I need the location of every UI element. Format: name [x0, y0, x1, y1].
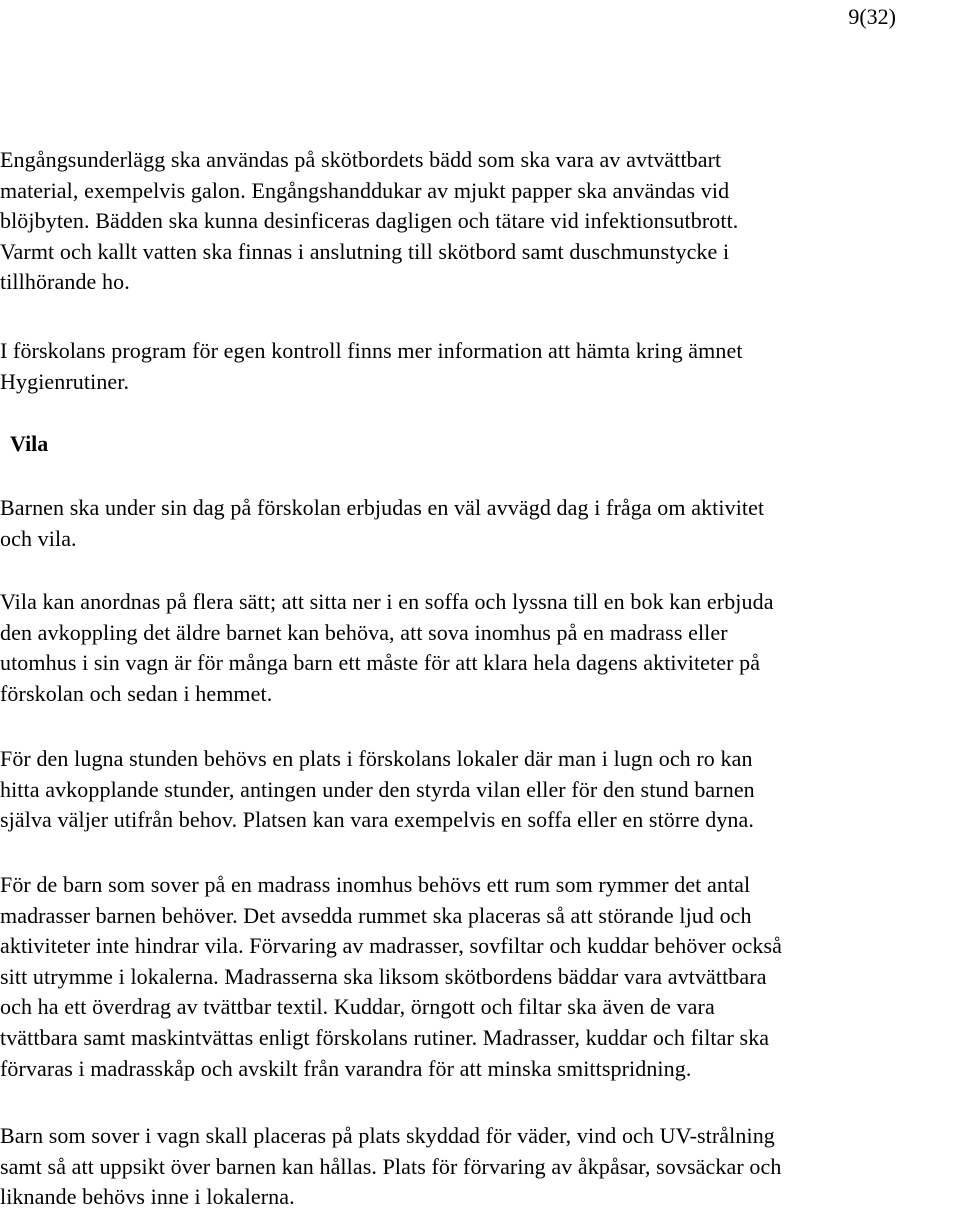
section-heading-vila: Vila	[10, 431, 49, 456]
page-number: 9(32)	[848, 4, 896, 29]
paragraph-vila-intro: Barnen ska under sin dag på förskolan erbjudas en väl avvägd dag i fråga om aktivitet och vila.	[0, 495, 765, 551]
paragraph-hygienrutiner: I förskolans program för egen kontroll finns mer information att hämta kring ämnet Hygienrutiner.	[0, 338, 743, 394]
paragraph-madrasser: För de barn som sover på en madrass inomhus behövs ett rum som rymmer det antal madrasser barnen behöver. Det avsedda rummet ska placeras så att störande ljud och aktiviteter inte hindrar vila. Förvaring av madrasser, sovfiltar och kuddar behöver också sitt utrymme i lokalerna. Madrasserna ska liksom skötbordens bäddar vara avtvättbara och ha ett överdrag av tvättbar textil. Kuddar, örngott och filtar ska även de vara tvättbara samt maskintvättas enligt förskolans rutiner. Madrasser, kuddar och filtar ska förvaras i madrasskåp och avskilt från varandra för att minska smittspridning.	[0, 872, 783, 1081]
paragraph-vagn: Barn som sover i vagn skall placeras på plats skyddad för väder, vind och UV-strålning samt så att uppsikt över barnen kan hållas. Plats för förvaring av åkpåsar, sovsäckar och liknande behövs inne i lokalerna.	[0, 1123, 782, 1210]
paragraph-vila-former: Vila kan anordnas på flera sätt; att sitta ner i en soffa och lyssna till en bok kan erbjuda den avkoppling det äldre barnet kan behöva, att sova inomhus på en madrass eller utomhus i sin vagn är för många barn ett måste för att klara hela dagens aktiviteter på förskolan och sedan i hemmet.	[0, 589, 774, 706]
paragraph-lugna-stunden: För den lugna stunden behövs en plats i förskolans lokaler där man i lugn och ro kan hitta avkopplande stunder, antingen under den styrda vilan eller för den stund barnen själva väljer utifrån behov. Platsen kan vara exempelvis en soffa eller en större dyna.	[0, 746, 755, 833]
paragraph-skotbord: Engångsunderlägg ska användas på skötbordets bädd som ska vara av avtvättbart material, exempelvis galon. Engångshanddukar av mjukt papper ska användas vid blöjbyten. Bädden ska kunna desinficeras dagligen och tätare vid infektionsutbrott. Varmt och kallt vatten ska finnas i anslutning till skötbord samt duschmunstycke i tillhörande ho.	[0, 147, 739, 295]
